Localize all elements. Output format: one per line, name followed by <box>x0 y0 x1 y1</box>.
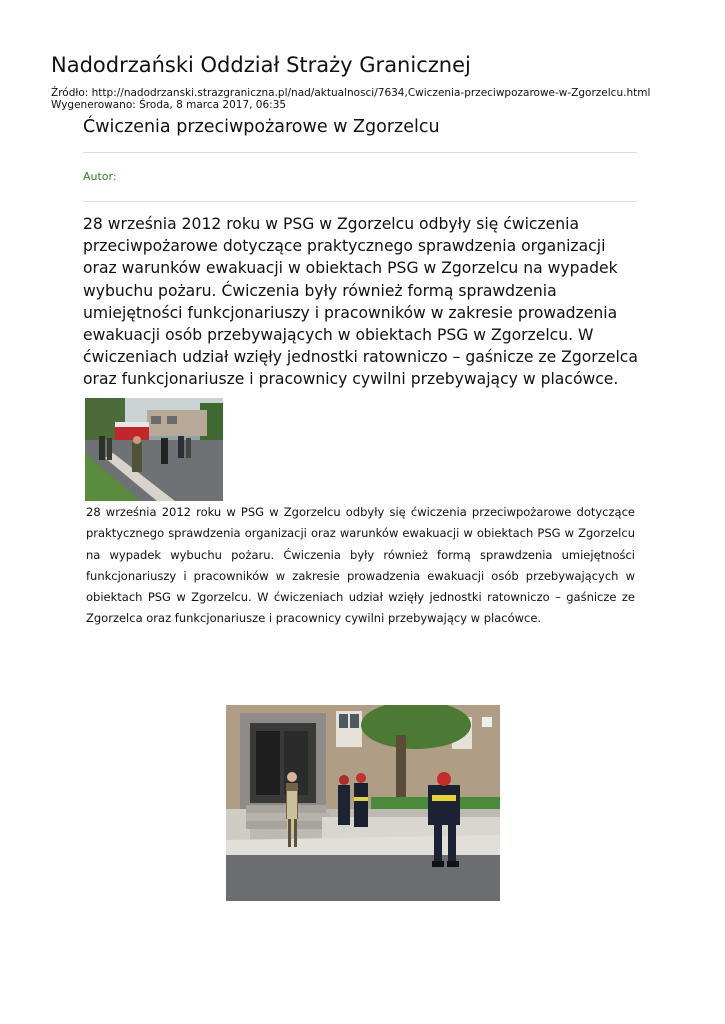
fire-drill-building-entrance-photo <box>226 705 500 901</box>
article-title: Ćwiczenia przeciwpożarowe w Zgorzelcu <box>83 117 440 137</box>
divider <box>83 152 637 153</box>
divider <box>83 201 637 202</box>
source-url[interactable]: Źródło: http://nadodrzanski.strazgraniczna.pl/nad/aktualnosci/7634,Cwiczenia-przeciwpozarowe-w-Zgorzelcu.html <box>51 87 651 99</box>
author-label: Autor: <box>83 170 117 183</box>
fire-drill-street-photo <box>85 398 223 501</box>
article-lead: 28 września 2012 roku w PSG w Zgorzelcu odbyły się ćwiczenia przeciwpożarowe dotyczące praktycznego sprawdzenia organizacji oraz warunków ewakuacji w obiektach PSG w Zgorzelcu na wypadek wybuchu pożaru. Ćwiczenia były również formą sprawdzenia umiejętności funkcjonariuszy i pracowników w zakresie prowadzenia ewakuacji osób przebywających w obiektach PSG w Zgorzelcu. W ćwiczeniach udział wzięły jednostki ratowniczo – gaśnicze ze Zgorzelca oraz funkcjonariusze i pracownicy cywilni przebywający w placówce. <box>83 215 638 389</box>
document-meta <box>51 87 650 111</box>
article-body: 28 września 2012 roku w PSG w Zgorzelcu odbyły się ćwiczenia przeciwpożarowe dotyczące praktycznego sprawdzenia organizacji oraz warunków ewakuacji w obiektach PSG w Zgorzelcu na wypadek wybuchu pożaru. Ćwiczenia były również formą sprawdzenia umiejętności funkcjonariuszy i pracowników w zakresie prowadzenia ewakuacji osób przebywających w obiektach PSG w Zgorzelcu. W ćwiczeniach udział wzięły jednostki ratowniczo – gaśnicze ze Zgorzelca oraz funkcjonariusze i pracownicy cywilni przebywający w placówce. <box>86 505 635 626</box>
site-title: Nadodrzański Oddział Straży Granicznej <box>51 53 471 77</box>
generated-date: Wygenerowano: Środa, 8 marca 2017, 06:35 <box>51 99 287 111</box>
